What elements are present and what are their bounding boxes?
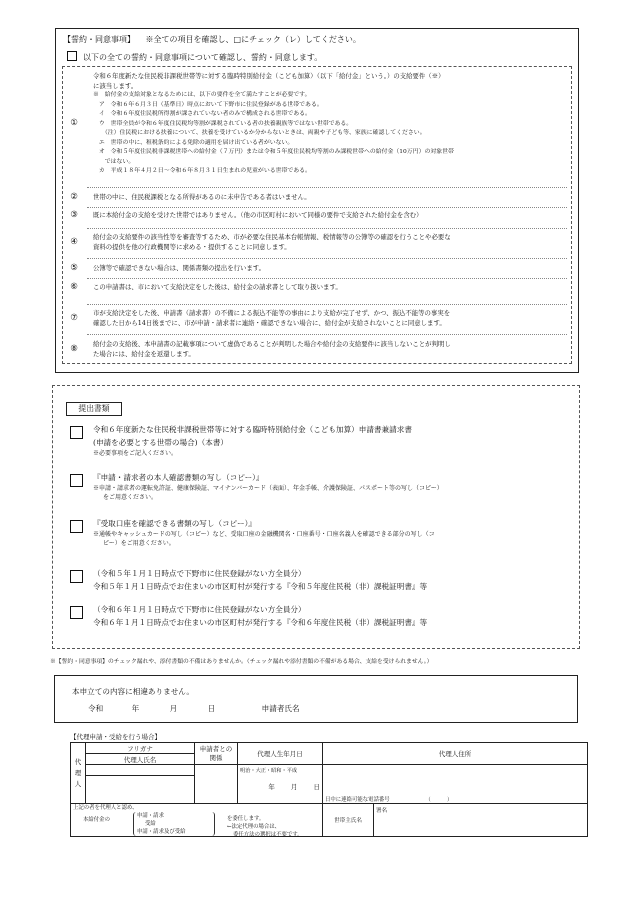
document-note: をご用意ください。: [103, 494, 158, 501]
pledge-item-line: カ 平成１８年４月２日～令和６年８月３１日生まれの児童がいる世帯である。: [93, 168, 311, 174]
pledge-item-line: この申請書は、市において支給決定をした後は、給付金の請求書として取り扱います。: [93, 283, 342, 291]
householder-cell: [323, 804, 588, 837]
document-checkbox[interactable]: [70, 474, 83, 487]
pledge-item-line: 市が支給決定をした後、申請書（請求書）の不備による振込不能等の事由により支給が完了せず、かつ、振込不能等の事実を: [93, 309, 451, 317]
pledge-divider: [87, 258, 567, 259]
pledge-item-number: ⑤: [70, 262, 78, 273]
pledge-item-line: 世帯の中に、住民税課税となる所得があるのに未申告である者はいません。: [93, 193, 311, 201]
declaration-date-row: [88, 703, 300, 714]
phone-row: [325, 795, 585, 803]
document-title: 令和５年１月１日時点でお住まいの市区町村が発行する『令和５年度住民税（非）課税証明書』等: [93, 582, 428, 591]
agree-all-label: 以下の全ての誓約・同意事項について確認し、誓約・同意します。: [83, 53, 323, 62]
pledge-item-text: [93, 283, 565, 293]
signature-box[interactable]: [374, 804, 587, 836]
document-title: 令和６年１月１日時点でお住まいの市区町村が発行する『令和６年度住民税（非）課税証明書』等: [93, 618, 428, 627]
footnote: ※【誓約・同意事項】のチェック漏れや、添付書類の不備はありませんか。（チェック漏れや添付書類の不備がある場合、支給を受けられません。）: [50, 659, 433, 665]
pledge-item-text: [93, 264, 565, 274]
pledge-item-line: エ 世帯の中に、租税条約による免除の適用を届け出ている者がいない。: [93, 139, 294, 146]
pledge-item-line: 令和６年度新たな住民税非課税世帯等に対する臨時特別給付金（こども加算）（以下「給付金」という。）の支給要件（※）: [93, 72, 445, 80]
document-title: 『申請・請求者の本人確認書類の写し（コピー）』: [93, 473, 264, 482]
pledge-divider: [87, 334, 567, 335]
pledge-header-label: 【誓約・同意事項】: [63, 35, 135, 44]
birth-eras: 明治・大正・昭和・平成: [240, 768, 298, 774]
pledge-item-text: [93, 233, 565, 252]
pledge-item-line: 既に本給付金の支給を受けた世帯ではありません。（他の市区町村において同様の要件で支給された給付金を含む）: [93, 211, 423, 219]
agent-side-text: 代理人: [74, 757, 82, 788]
householder-label: 世帯主氏名: [323, 804, 374, 836]
agent-name-header: 代理人氏名: [86, 754, 195, 765]
phone-parens: （ ）: [425, 797, 453, 803]
birth-year: 年: [268, 783, 275, 791]
date-month-label: 月: [169, 704, 178, 713]
applicant-name-label: 申請者氏名: [261, 704, 300, 713]
pledge-item-text: [93, 340, 565, 359]
pledge-item-line: た場合には、給付金を返還します。: [93, 349, 195, 358]
agent-section-label: 【代理申請・受給を行う場合】: [70, 733, 161, 741]
pledge-item-line: イ 令和６年度住民税所得割が課されていない者のみで構成される世帯である。: [93, 111, 311, 117]
agent-table: [70, 742, 588, 837]
date-era: 令和: [88, 704, 104, 713]
document-note: ピー）をご用意ください。: [103, 540, 175, 547]
agree-all-checkbox[interactable]: [67, 51, 77, 61]
pledge-item-line: 確認した日から14日後までに、市が申請・請求者に連絡・確認できない場合に、給付金が支給されないことに同意します。: [93, 318, 446, 327]
pledge-item-line: に該当します。: [93, 81, 138, 90]
option-both[interactable]: 申請・請求及び受給: [137, 829, 186, 835]
pledge-item-number: ④: [70, 236, 78, 247]
phone-label: 日中に連絡可能な電話番号: [325, 797, 390, 803]
birth-day: 日: [313, 783, 320, 791]
document-title: （令和６年１月１日時点で下野市に住民登録がない方全員分）: [93, 605, 306, 614]
pledge-item-number: ⑦: [70, 312, 78, 323]
pledge-item-line: 給付金の支給要件の該当性等を審査等するため、市が必要な住民基本台帳情報、税情報等の公簿等の確認を行うことや必要な: [93, 233, 451, 241]
pledge-item-text: [93, 309, 565, 328]
pledge-item-line: 公簿等で確認できない場合は、関係書類の提出を行います。: [93, 264, 266, 272]
option-receive[interactable]: 受給: [145, 821, 156, 827]
pledge-divider: [87, 228, 567, 229]
document-title: 令和６年度新たな住民税非課税世帯等に対する臨時特別給付金（こども加算）申請書兼請求書: [93, 425, 412, 434]
agree-all-row: [67, 51, 322, 63]
pledge-item-number: ①: [70, 118, 78, 129]
delegate-prefix: 本給付金の: [83, 817, 110, 823]
delegate-note-2: 委任方法の選択は不要です。: [233, 832, 303, 838]
pledge-item-line: 資料の提供を他の行政機関等に求める・提供することに同意します。: [93, 242, 291, 251]
address-input[interactable]: [323, 765, 588, 804]
document-checkbox[interactable]: [70, 606, 83, 619]
document-note: ※通帳やキャッシュカードの写し（コピー）など、受取口座の金融機関名・口座番号・口座名義人を確認できる部分の写し（コ: [93, 531, 435, 538]
pledge-item-text: [93, 193, 565, 203]
pledge-item-number: ⑧: [70, 343, 78, 354]
document-note: ※必要事項をご記入ください。: [93, 450, 178, 457]
signature-label: 署名: [376, 808, 388, 814]
pledge-item-line: ウ 世帯全員が令和６年度住民税均等割が課税されている者の扶養親族等ではない世帯である。: [93, 120, 353, 127]
option-apply[interactable]: 申請・請求: [137, 813, 164, 819]
delegate-intro: 上記の者を代理人と認め、: [73, 805, 138, 811]
delegation-cell: [71, 804, 323, 837]
document-title: （令和５年１月１日時点で下野市に住民登録がない方全員分）: [93, 569, 306, 578]
agent-name-input[interactable]: [86, 776, 195, 804]
relation-header: 申請者との関係: [195, 743, 238, 765]
birth-date-row: [240, 782, 320, 791]
birth-header: 代理人生年月日: [238, 743, 323, 765]
declaration-box: [54, 675, 578, 723]
pledge-item-number: ②: [70, 191, 78, 202]
documents-label: 提出書類: [78, 404, 110, 413]
pledge-item-line: 給付金の支給後、本申請書の記載事項について虚偽であることが判明した場合や給付金の支給要件に該当しないことが判明し: [93, 340, 451, 348]
pledge-item-text: [93, 72, 565, 177]
pledge-item-text: [93, 211, 565, 221]
birth-month: 月: [290, 783, 298, 791]
delegate-note-1: ←法定代理の場合は、: [227, 824, 281, 830]
relation-input[interactable]: [195, 765, 238, 804]
declaration-statement: 本申立ての内容に相違ありません。: [72, 687, 194, 696]
pledge-item-line: ではない。: [93, 158, 135, 165]
agent-side-label: [71, 743, 86, 804]
document-note: ※申請・請求者の運転免許証、健康保険証、マイナンバーカード（表面）、年金手帳、介護保険証、パスポート等の写し（コピー）: [93, 485, 443, 492]
pledge-item-line: ※ 給付金の支給対象となるためには、以下の要件を全て満たすことが必要です。: [93, 92, 311, 98]
document-title: (申請を必要とする世帯の場合)（本書）: [93, 438, 229, 447]
documents-label-box: [66, 402, 122, 416]
pledge-header-note: ※全ての項目を確認し、□にチェック（レ）してください。: [145, 35, 361, 44]
birth-input[interactable]: [238, 765, 323, 804]
pledge-divider: [87, 207, 567, 208]
pledge-header: [63, 34, 361, 45]
document-checkbox[interactable]: [70, 426, 83, 439]
document-checkbox[interactable]: [70, 570, 83, 583]
document-title: 『受取口座を確認できる書類の写し（コピー）』: [93, 519, 256, 528]
pledge-item-number: ⑥: [70, 281, 78, 292]
furigana-input[interactable]: [86, 765, 195, 776]
pledge-item-number: ③: [70, 209, 78, 220]
pledge-item-line: （注）住民税における扶養について、扶養を受けているか分からないときは、両親や子ども等、家族に確認してください。: [93, 130, 426, 136]
date-day-label: 日: [207, 704, 216, 713]
date-year-label: 年: [131, 704, 140, 713]
pledge-item-line: ア 令和６年６月３日（基準日）時点において下野市に住民登録がある世帯である。: [93, 101, 323, 108]
address-header: 代理人住所: [323, 743, 588, 765]
furigana-header: フリガナ: [86, 743, 195, 754]
pledge-item-line: オ 令和５年度住民税非課税世帯への給付金（７万円）または令和５年度住民税均等割のみ課税世帯への給付金（10万円）の対象世帯: [93, 149, 454, 155]
delegate-options: [133, 812, 215, 836]
pledge-divider: [87, 187, 567, 188]
pledge-divider: [87, 304, 567, 305]
pledge-items-box: [62, 66, 572, 364]
pledge-divider: [87, 278, 567, 279]
document-checkbox[interactable]: [70, 520, 83, 533]
delegate-suffix: を委任します。: [227, 816, 265, 822]
